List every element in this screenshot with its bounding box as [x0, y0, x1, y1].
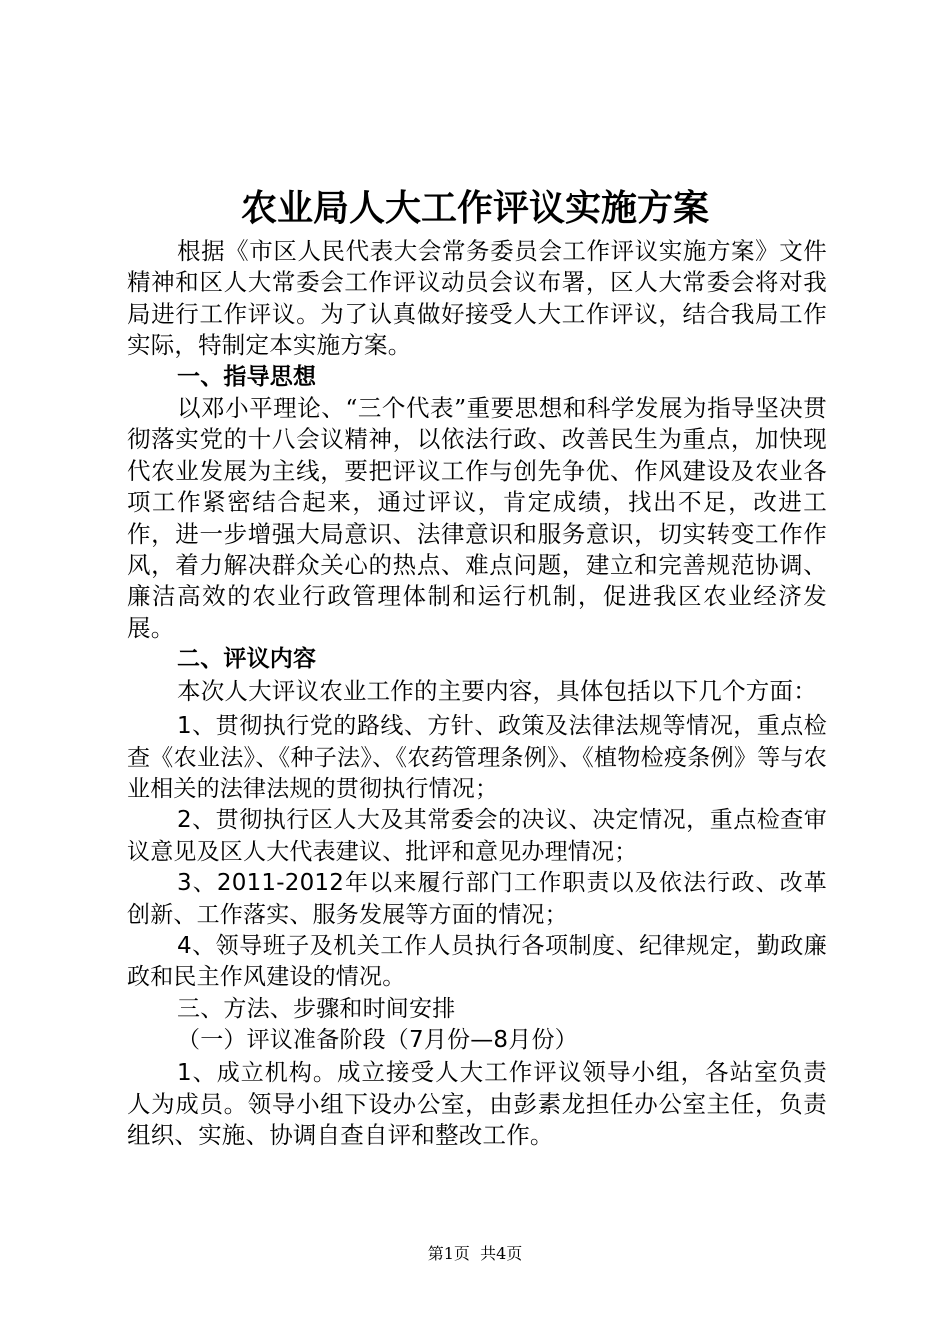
section-2-heading: 二、评议内容	[177, 646, 317, 673]
section-3-heading: 三、方法、步骤和时间安排	[177, 995, 456, 1022]
phase-1-item-1	[127, 1057, 827, 1152]
section-2-body: 本次人大评议农业工作的主要内容，具体包括以下几个方面：	[177, 676, 817, 705]
page-footer	[0, 1244, 950, 1264]
section-1-heading: 一、指导思想	[177, 363, 317, 390]
phase-1-item-1-label: 1、成立机构。	[177, 1059, 337, 1086]
intro-paragraph: 根据《市区人民代表大会常务委员会工作评议实施方案》文件精神和区人大常委会工作评议动员会议布署，区人大常委会将对我局进行工作评议。为了认真做好接受人大工作评议，结合我局工作实际，特制定本实施方案。	[127, 237, 827, 360]
content-item-2: 2、贯彻执行区人大及其常委会的决议、决定情况，重点检查审议意见及区人大代表建议、批评和意见办理情况；	[127, 807, 827, 865]
section-1-body: 以邓小平理论、“三个代表”重要思想和科学发展为指导坚决贯彻落实党的十八会议精神，以依法行政、改善民生为重点，加快现代农业发展为主线，要把评议工作与创先争优、作风建设及农业各项工作紧密结合起来，通过评议，肯定成绩，找出不足，改进工作，进一步增强大局意识、法律意识和服务意识，切实转变工作作风，着力解决群众关心的热点、难点问题，建立和完善规范协调、廉洁高效的农业行政管理体制和运行机制，促进我区农业经济发展。	[127, 394, 827, 642]
content-item-3: 3、2011-2012年以来履行部门工作职责以及依法行政、改革创新、工作落实、服务发展等方面的情况；	[127, 870, 827, 928]
content-item-4: 4、领导班子及机关工作人员执行各项制度、纪律规定，勤政廉政和民主作风建设的情况。	[127, 932, 827, 991]
document-body	[127, 236, 827, 1152]
content-item-1: 1、贯彻执行党的路线、方针、政策及法律法规等情况，重点检查《农业法》、《种子法》、《农药管理条例》、《植物检疫条例》等与农业相关的法律法规的贯彻执行情况；	[127, 713, 827, 802]
page-number: 第1页 共4页	[427, 1244, 523, 1263]
document-title: 农业局人大工作评议实施方案	[240, 187, 709, 229]
phase-1-heading: （一）评议准备阶段（7月份—8月份）	[177, 1027, 578, 1054]
phase-1-item-1-text: 成立接受人大工作评议领导小组，各站室负责人为成员。领导小组下设办公室，由彭素龙担任办公室主任，负责组织、实施、协调自查自评和整改工作。	[127, 1057, 827, 1150]
